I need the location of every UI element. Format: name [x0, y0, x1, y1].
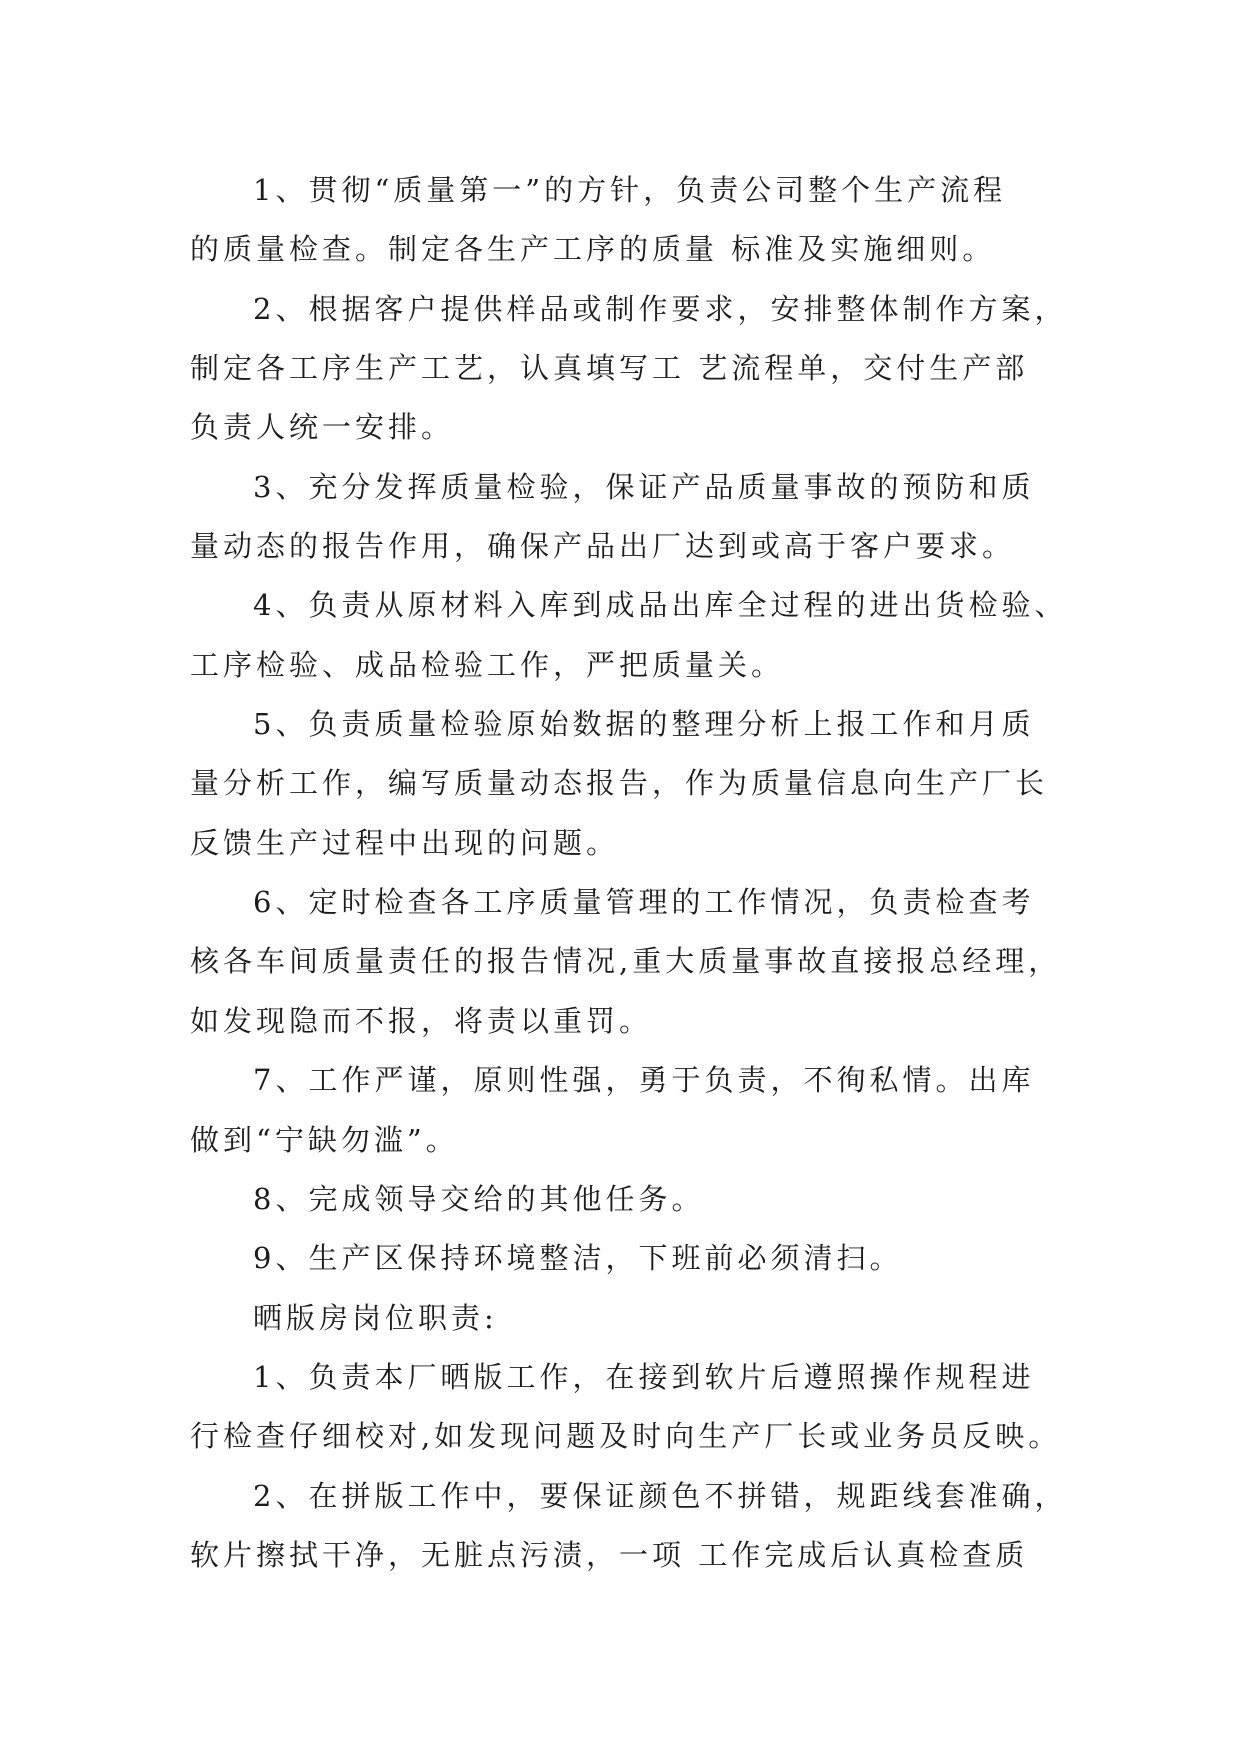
paragraph-continuation-line: 量分析工作，编写质量动态报告，作为质量信息向生产厂长: [190, 766, 1049, 801]
paragraph-continuation-line: 做到“宁缺勿滥”。: [190, 1122, 459, 1157]
paragraph-first-line: 4、负责从原材料入库到成品出库全过程的进出货检验、: [253, 588, 1068, 623]
paragraph-first-line: 9、生产区保持环境整洁，下班前必须清扫。: [253, 1241, 903, 1276]
paragraph-first-line: 2、在拼版工作中，要保证颜色不拼错，规距线套准确，: [253, 1478, 1068, 1513]
paragraph-continuation-line: 如发现隐而不报，将责以重罚。: [190, 1003, 653, 1038]
paragraph-first-line: 3、充分发挥质量检验，保证产品质量事故的预防和质: [253, 469, 1035, 504]
paragraph-continuation-line: 负责人统一安排。: [190, 410, 455, 445]
paragraph-first-line: 7、工作严谨，原则性强，勇于负责，不徇私情。出库: [253, 1063, 1035, 1098]
paragraph-continuation-line: 的质量检查。制定各生产工序的质量 标准及实施细则。: [190, 232, 996, 267]
paragraph-continuation-line: 软片擦拭干净，无脏点污渍，一项 工作完成后认真检查质: [190, 1537, 1029, 1572]
paragraph-first-line: 1、负责本厂晒版工作，在接到软片后遵照操作规程进: [253, 1359, 1035, 1394]
paragraph-continuation-line: 制定各工序生产工艺，认真填写工 艺流程单，交付生产部: [190, 351, 1029, 386]
paragraph-first-line: 1、贯彻“质量第一”的方针，负责公司整个生产流程: [253, 173, 1007, 207]
paragraph-first-line: 晒版房岗位职责:: [253, 1300, 498, 1335]
paragraph-first-line: 8、完成领导交给的其他任务。: [253, 1181, 705, 1216]
paragraph-continuation-line: 工序检验、成品检验工作，严把质量关。: [190, 647, 785, 682]
paragraph-first-line: 6、定时检查各工序质量管理的工作情况，负责检查考: [253, 885, 1035, 920]
paragraph-continuation-line: 核各车间质量责任的报告情况,重大质量事故直接报总经理，: [190, 944, 1062, 979]
paragraph-continuation-line: 反馈生产过程中出现的问题。: [190, 825, 620, 860]
paragraph-first-line: 2、根据客户提供样品或制作要求，安排整体制作方案，: [253, 291, 1068, 326]
document-body: [190, 161, 1090, 1585]
paragraph-continuation-line: 量动态的报告作用，确保产品出厂达到或高于客户要求。: [190, 529, 1016, 564]
paragraph-continuation-line: 行检查仔细校对,如发现问题及时向生产厂长或业务员反映。: [190, 1419, 1062, 1454]
paragraph-first-line: 5、负责质量检验原始数据的整理分析上报工作和月质: [253, 707, 1035, 742]
